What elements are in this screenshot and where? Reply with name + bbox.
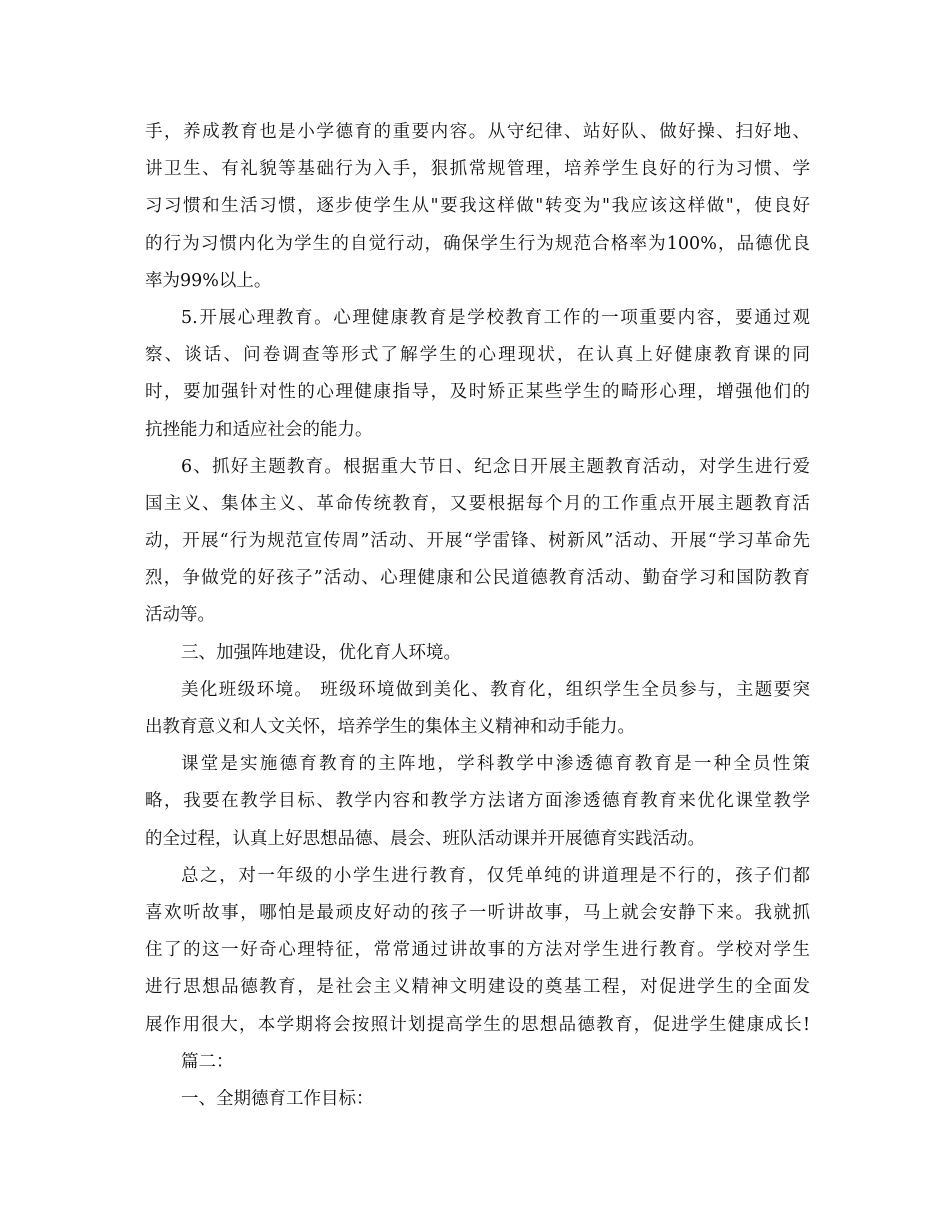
text-line: 的全过程，认真上好思想品德、晨会、班队活动课并开展德育实践活动。 — [145, 828, 705, 849]
text-line: 动，开展“行为规范宣传周”活动、开展“学雷锋、树新风”活动、开展“学习革命先 — [145, 531, 810, 552]
text-line: 讲卫生、有礼貌等基础行为入手，狠抓常规管理，培养学生良好的行为习惯、学 — [145, 159, 810, 180]
section-heading: 篇二： — [181, 1051, 234, 1072]
text-line: 略，我要在教学目标、教学内容和教学方法诸方面渗透德育教育来优化课堂教学 — [145, 791, 810, 812]
text-line: 喜欢听故事，哪怕是最顽皮好动的孩子一听讲故事，马上就会安静下来。我就抓 — [145, 902, 810, 923]
text-line: 手，养成教育也是小学德育的重要内容。从守纪律、站好队、做好操、扫好地、 — [145, 122, 810, 142]
text-line: 习习惯和生活习惯，逐步使学生从"要我这样做"转变为"我应该这样做"，使良好 — [145, 196, 810, 217]
text-line: 的行为习惯内化为学生的自觉行动，确保学生行为规范合格率为100%，品德优良 — [145, 233, 810, 254]
paragraph-first-line: 5.开展心理教育。心理健康教育是学校教育工作的一项重要内容，要通过观 — [181, 307, 810, 328]
text-line: 时，要加强针对性的心理健康指导，及时矫正某些学生的畸形心理，增强他们的 — [145, 382, 810, 403]
section-heading: 三、加强阵地建设，优化育人环境。 — [181, 642, 461, 663]
paragraph-first-line: 总之，对一年级的小学生进行教育，仅凭单纯的讲道理是不行的，孩子们都 — [181, 865, 810, 886]
paragraph-first-line: 美化班级环境。 班级环境做到美化、教育化，组织学生全员参与，主题要突 — [181, 679, 810, 700]
text-line: 进行思想品德教育，是社会主义精神文明建设的奠基工程，对促进学生的全面发 — [145, 977, 810, 998]
text-line: 住了的这一好奇心理特征，常常通过讲故事的方法对学生进行教育。学校对学生 — [145, 940, 810, 961]
paragraph-first-line: 课堂是实施德育教育的主阵地，学科教学中渗透德育教育是一种全员性策 — [181, 754, 810, 775]
text-line: 展作用很大，本学期将会按照计划提高学生的思想品德教育，促进学生健康成长! — [145, 1014, 810, 1035]
text-line: 率为99%以上。 — [145, 270, 272, 291]
text-line: 烈，争做党的好孩子”活动、心理健康和公民道德教育活动、勤奋学习和国防教育 — [145, 568, 810, 589]
text-line: 活动等。 — [145, 605, 215, 626]
document-body — [145, 114, 810, 1118]
text-line: 察、谈话、问卷调查等形式了解学生的心理现状，在认真上好健康教育课的同 — [145, 345, 810, 366]
paragraph-first-line: 6、抓好主题教育。根据重大节日、纪念日开展主题教育活动，对学生进行爱 — [181, 456, 810, 477]
section-heading: 一、全期德育工作目标： — [181, 1088, 374, 1109]
text-line: 抗挫能力和适应社会的能力。 — [145, 419, 373, 440]
text-line: 出教育意义和人文关怀，培养学生的集体主义精神和动手能力。 — [145, 717, 635, 737]
text-line: 国主义、集体主义、革命传统教育，又要根据每个月的工作重点开展主题教育活 — [145, 493, 810, 514]
